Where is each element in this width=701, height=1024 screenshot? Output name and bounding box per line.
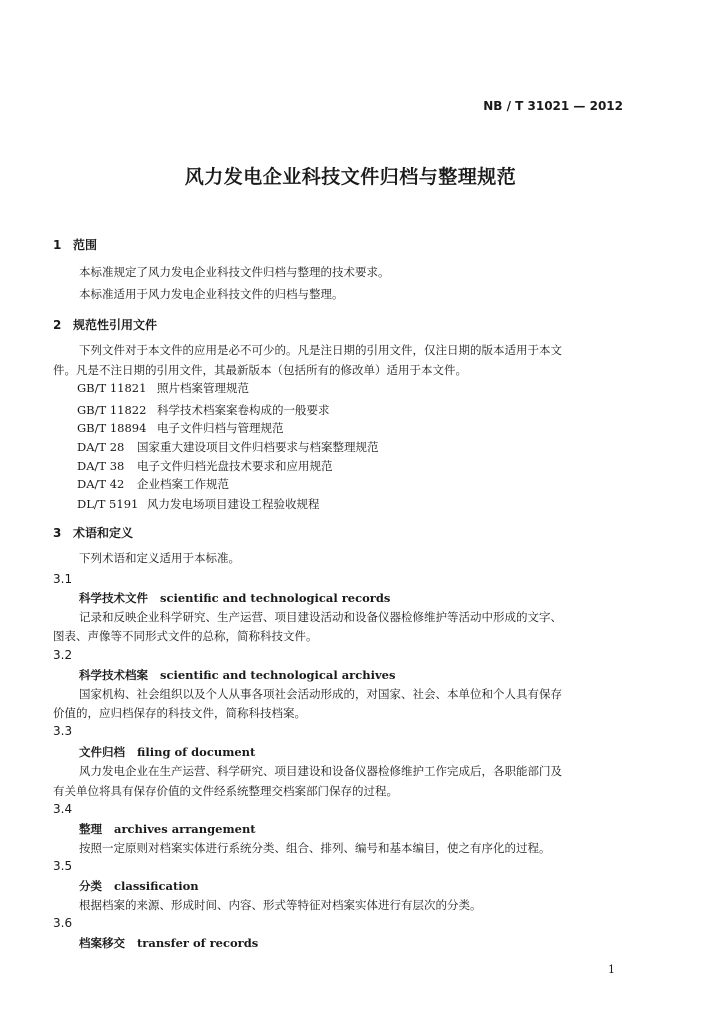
term-number: 3.4 [53, 802, 73, 816]
term-en: scientific and technological records [160, 591, 391, 605]
section-title: 术语和定义 [73, 526, 134, 540]
reference-title: 风力发电场项目建设工程验收规程 [147, 497, 320, 511]
term-heading [79, 667, 395, 683]
reference-item [77, 380, 249, 396]
term-en: filing of document [137, 745, 256, 759]
term-zh: 分类 [79, 879, 102, 893]
standard-number: NB / T 31021 — 2012 [483, 99, 623, 113]
term-heading [79, 590, 390, 606]
section-1-heading [53, 236, 97, 253]
definition-line: 有关单位将具有保存价值的文件经系统整理交档案部门保存的过程。 [53, 784, 398, 798]
term-en: scientific and technological archives [160, 668, 396, 682]
reference-title: 企业档案工作规范 [137, 477, 229, 491]
term-heading [79, 744, 255, 760]
reference-title: 科学技术档案案卷构成的一般要求 [157, 403, 330, 417]
definition-line: 价值的，应归档保存的科技文件，简称科技档案。 [53, 706, 306, 720]
term-heading [79, 878, 199, 894]
term-heading [79, 935, 258, 951]
section-number: 2 [53, 318, 62, 332]
paragraph-line: 件。凡是不注日期的引用文件，其最新版本（包括所有的修改单）适用于本文件。 [53, 363, 467, 377]
section-title: 规范性引用文件 [73, 318, 158, 332]
term-en: classification [114, 879, 199, 893]
document-title: 风力发电企业科技文件归档与整理规范 [184, 166, 517, 188]
section-3-heading [53, 524, 133, 541]
section-2-heading [53, 316, 157, 333]
reference-code: DA/T 28 [77, 440, 125, 454]
section-number: 1 [53, 238, 62, 252]
term-zh: 档案移交 [79, 936, 125, 950]
term-zh: 文件归档 [79, 745, 125, 759]
definition-line: 国家机构、社会组织以及个人从事各项社会活动形成的，对国家、社会、本单位和个人具有保存 [79, 687, 562, 701]
term-zh: 科学技术文件 [79, 591, 148, 605]
paragraph: 本标准规定了风力发电企业科技文件归档与整理的技术要求。 [79, 265, 390, 279]
reference-item [77, 402, 330, 418]
paragraph-line: 下列文件对于本文件的应用是必不可少的。凡是注日期的引用文件，仅注日期的版本适用于本文 [79, 343, 562, 357]
paragraph: 本标准适用于风力发电企业科技文件的归档与整理。 [79, 287, 344, 301]
definition-line: 图表、声像等不同形式文件的总称，简称科技文件。 [53, 629, 318, 643]
section-number: 3 [53, 526, 62, 540]
reference-code: GB/T 11822 [77, 403, 147, 417]
reference-code: GB/T 18894 [77, 421, 147, 435]
term-heading [79, 821, 256, 837]
reference-item [77, 420, 284, 436]
reference-title: 国家重大建设项目文件归档要求与档案整理规范 [137, 440, 379, 454]
term-en: transfer of records [137, 936, 259, 950]
term-number: 3.6 [53, 916, 73, 930]
reference-item [77, 496, 320, 512]
reference-item [77, 439, 379, 455]
reference-title: 电子文件归档与管理规范 [157, 421, 284, 435]
definition-line: 根据档案的来源、形成时间、内容、形式等特征对档案实体进行有层次的分类。 [79, 898, 482, 912]
reference-code: GB/T 11821 [77, 381, 147, 395]
term-number: 3.1 [53, 572, 73, 586]
reference-code: DA/T 38 [77, 459, 125, 473]
term-zh: 科学技术档案 [79, 668, 148, 682]
section-title: 范围 [73, 238, 98, 252]
term-number: 3.3 [53, 724, 73, 738]
definition-line: 按照一定原则对档案实体进行系统分类、组合、排列、编号和基本编目，使之有序化的过程。 [79, 841, 551, 855]
term-number: 3.2 [53, 648, 73, 662]
reference-item [77, 458, 333, 474]
reference-title: 照片档案管理规范 [157, 381, 249, 395]
term-number: 3.5 [53, 859, 73, 873]
reference-item [77, 476, 229, 492]
definition-line: 风力发电企业在生产运营、科学研究、项目建设和设备仪器检修维护工作完成后，各职能部门及 [79, 764, 562, 778]
definition-line: 记录和反映企业科学研究、生产运营、项目建设活动和设备仪器检修维护等活动中形成的文字、 [79, 610, 562, 624]
term-en: archives arrangement [114, 822, 256, 836]
reference-title: 电子文件归档光盘技术要求和应用规范 [137, 459, 333, 473]
paragraph: 下列术语和定义适用于本标准。 [79, 551, 240, 565]
reference-code: DA/T 42 [77, 477, 125, 491]
page-number: 1 [608, 963, 615, 976]
term-zh: 整理 [79, 822, 102, 836]
reference-code: DL/T 5191 [77, 497, 139, 511]
